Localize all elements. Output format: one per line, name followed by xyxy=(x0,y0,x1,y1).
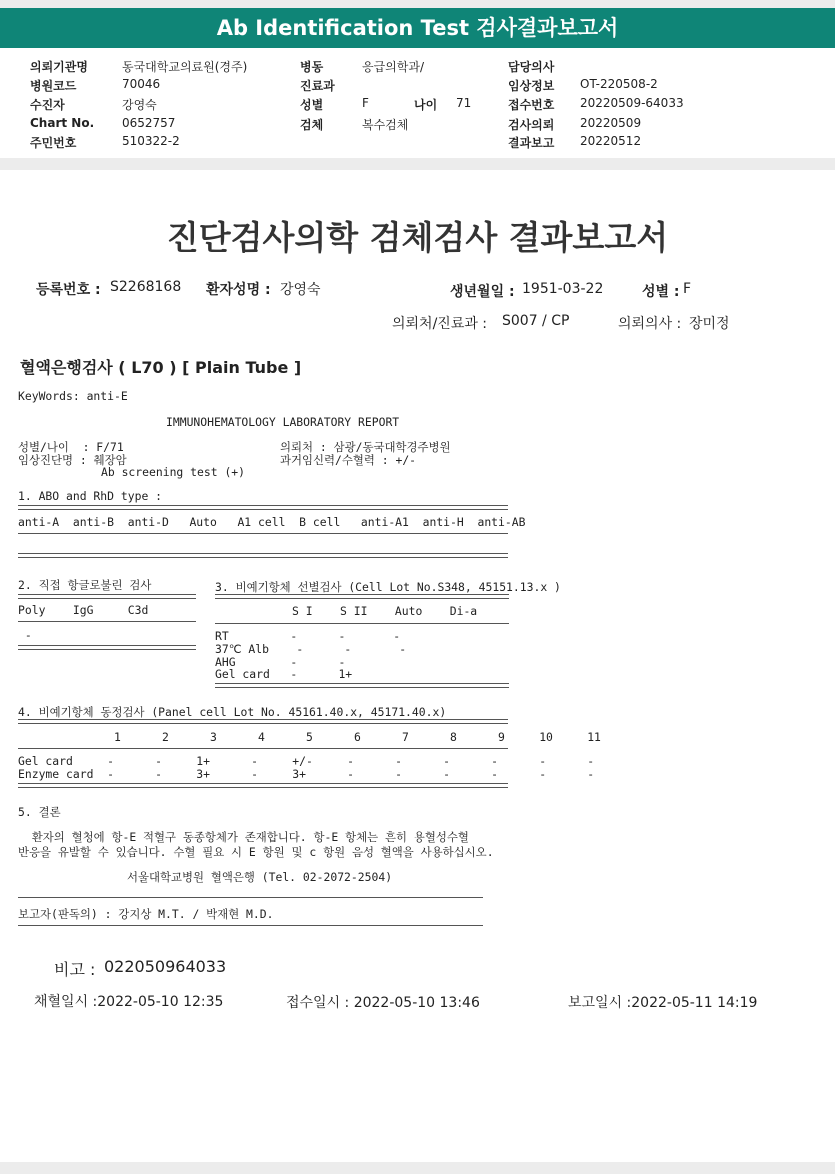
reporter: 보고자(판독의) : 강지상 M.T. / 박재현 M.D. xyxy=(18,907,274,921)
divider xyxy=(215,623,509,624)
screening-row: Gel card - 1+ xyxy=(215,667,353,681)
lab-report-title: IMMUNOHEMATOLOGY LABORATORY REPORT xyxy=(166,415,400,429)
clinical-diagnosis: 임상진단명 : 췌장암 xyxy=(18,453,127,467)
hospital-code-label: 병원코드 xyxy=(30,79,77,93)
registration-label: 등록번호 : xyxy=(36,282,101,298)
blood-bank-contact: 서울대학교병원 혈액은행 (Tel. 02-2072-2504) xyxy=(127,870,393,884)
remark-label: 비고 : xyxy=(54,960,96,979)
hospital-value: 동국대학교의료원(경주) xyxy=(122,60,248,74)
abo-table-header: anti-A anti-B anti-D Auto A1 cell B cell anti-A1 anti-H anti-AB xyxy=(18,515,526,529)
dat-values: - xyxy=(18,628,32,642)
screening-row: 37℃ Alb - - - xyxy=(215,642,407,656)
resident-no-value: 510322-2 xyxy=(122,134,180,148)
received-time: 접수일시 : 2022-05-10 13:46 xyxy=(286,995,480,1011)
ward-value: 응급의학과/ xyxy=(362,60,425,74)
age-label: 나이 xyxy=(414,98,438,112)
test-request-label: 검사의뢰 xyxy=(508,118,555,132)
divider xyxy=(18,533,508,534)
patient-name-label: 환자성명 : xyxy=(206,282,271,298)
screening-section-title: 3. 비예기항체 선별검사 (Cell Lot No.S348, 45151.13.x ) xyxy=(215,580,561,594)
divider xyxy=(215,594,509,599)
sex-label: 성별 xyxy=(300,98,324,112)
accession-no-value: 20220509-64033 xyxy=(580,96,684,110)
requesting-doctor-value: 장미정 xyxy=(689,316,730,332)
ward-label: 병동 xyxy=(300,60,324,74)
hospital-code-value: 70046 xyxy=(122,77,161,91)
sex-age: 성별/나이 : F/71 xyxy=(18,440,124,454)
divider xyxy=(18,553,508,558)
panel-table-header: 1 2 3 4 5 6 7 8 9 10 11 xyxy=(18,730,601,744)
report-title-bar: Ab Identification Test 검사결과보고서 xyxy=(0,8,835,48)
dob-value: 1951-03-22 xyxy=(522,281,604,297)
conclusion-line: 반응을 유발할 수 있습니다. 수혈 필요 시 E 항원 및 c 항원 음성 혈액을 사용하십시오. xyxy=(18,845,494,859)
clinical-info-label: 임상정보 xyxy=(508,79,555,93)
dat-table-header: Poly IgG C3d xyxy=(18,603,149,617)
registration-value: S2268168 xyxy=(110,279,182,295)
age-value: 71 xyxy=(456,96,472,110)
sex-value: F xyxy=(362,96,369,110)
divider xyxy=(215,683,509,688)
accession-no-label: 접수번호 xyxy=(508,98,555,112)
ab-screening-note: Ab screening test (+) xyxy=(101,465,246,479)
screening-row: AHG - - xyxy=(215,655,346,669)
patient-value: 강영숙 xyxy=(122,98,157,112)
panel-row: Enzyme card - - 3+ - 3+ - - - - - - xyxy=(18,767,595,781)
top-strip xyxy=(0,0,835,8)
remark-value: 022050964033 xyxy=(104,957,227,976)
divider xyxy=(18,505,508,510)
requester-info: 의뢰처 : 삼광/동국대학경주병원 xyxy=(280,440,451,454)
result-report-value: 20220512 xyxy=(580,134,642,148)
divider xyxy=(18,783,508,788)
resident-no-label: 주민번호 xyxy=(30,136,77,150)
department-label: 진료과 xyxy=(300,79,335,93)
divider xyxy=(18,925,483,926)
report-main-title: 진단검사의학 검체검사 결과보고서 xyxy=(166,218,669,257)
divider xyxy=(18,897,483,898)
report-sex-value: F xyxy=(683,281,692,297)
divider xyxy=(18,719,508,724)
collected-time: 채혈일시 :2022-05-10 12:35 xyxy=(34,994,224,1010)
divider xyxy=(18,748,508,749)
panel-row: Gel card - - 1+ - +/- - - - - - - xyxy=(18,754,595,768)
keywords: KeyWords: anti-E xyxy=(18,389,128,403)
blood-bank-section-title: 혈액은행검사 ( L70 ) [ Plain Tube ] xyxy=(20,358,302,377)
divider xyxy=(18,645,196,650)
conclusion-title: 5. 결론 xyxy=(18,805,61,819)
test-request-value: 20220509 xyxy=(580,116,642,130)
report-sex-label: 성별 : xyxy=(642,284,680,300)
specimen-label: 검체 xyxy=(300,118,324,132)
requesting-doctor-label: 의뢰의사 : xyxy=(618,316,682,332)
bottom-strip xyxy=(0,1162,835,1174)
dob-label: 생년월일 : xyxy=(450,284,515,300)
panel-section-title: 4. 비예기항체 동정검사 (Panel cell Lot No. 45161.40.x, 45171.40.x) xyxy=(18,705,447,719)
specimen-value: 복수검체 xyxy=(362,118,409,132)
requesting-dept-value: S007 / CP xyxy=(502,313,570,329)
reported-time: 보고일시 :2022-05-11 14:19 xyxy=(568,995,758,1011)
hospital-label: 의뢰기관명 xyxy=(30,60,88,74)
section-separator xyxy=(0,158,835,170)
divider xyxy=(18,621,196,622)
screening-row: RT - - - xyxy=(215,629,401,643)
patient-name-value: 강영숙 xyxy=(280,282,321,298)
attending-doctor-label: 담당의사 xyxy=(508,60,555,74)
chart-no-value: 0652757 xyxy=(122,116,176,130)
requesting-dept-label: 의뢰처/진료과 : xyxy=(392,316,488,332)
dat-section-title: 2. 직접 항글로불린 검사 xyxy=(18,578,152,592)
conclusion-line: 환자의 혈청에 항-E 적혈구 동종항체가 존재합니다. 항-E 항체는 흔히 용혈성수혈 xyxy=(18,830,469,844)
clinical-info-value: OT-220508-2 xyxy=(580,77,658,91)
patient-label: 수진자 xyxy=(30,98,65,112)
divider xyxy=(18,594,196,599)
screening-table-header: S I S II Auto Di-a xyxy=(292,604,478,618)
transfusion-history: 과거임신력/수혈력 : +/- xyxy=(280,453,417,467)
chart-no-label: Chart No. xyxy=(30,116,95,130)
result-report-label: 결과보고 xyxy=(508,136,555,150)
abo-section-title: 1. ABO and RhD type : xyxy=(18,489,163,503)
